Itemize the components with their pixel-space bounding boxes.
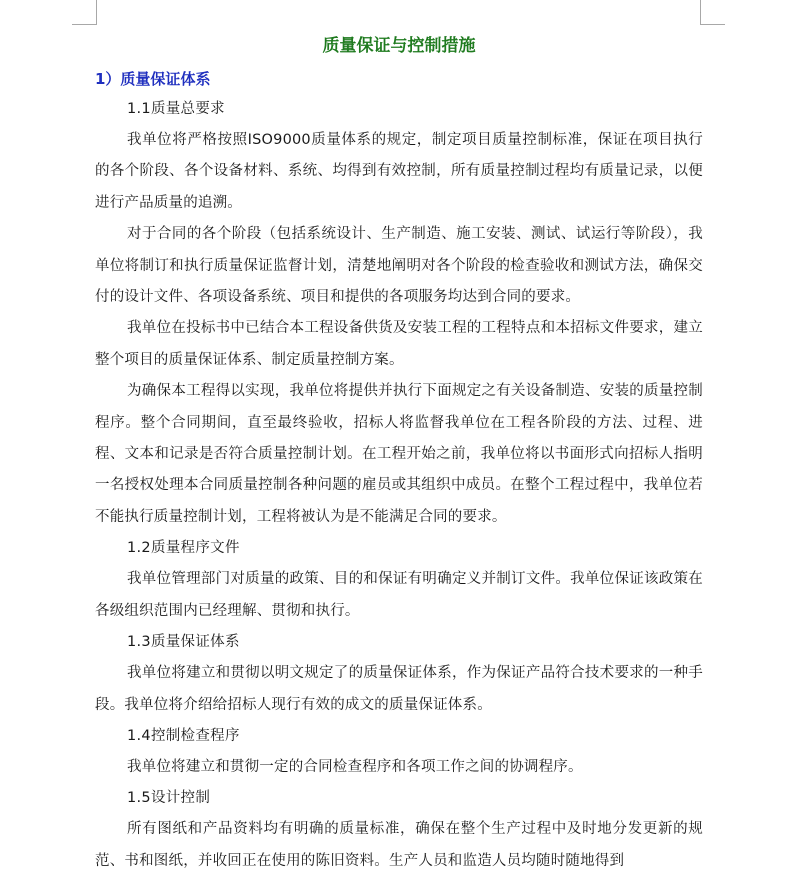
paragraph-7: 我单位将建立和贯彻一定的合同检查程序和各项工作之间的协调程序。 [127, 758, 583, 775]
paragraph-5: 我单位管理部门对质量的政策、目的和保证有明确定义并制订文件。我单位保证该政策在各级组织范围内已经理解、贯彻和执行。 [95, 571, 703, 619]
paragraph-3: 我单位在投标书中已结合本工程设备供货及安装工程的工程特点和本招标文件要求，建立整个项目的质量保证体系、制定质量控制方案。 [95, 320, 703, 368]
page-corner-mark-left [72, 0, 97, 25]
subheading-1-5: 1.5设计控制 [127, 790, 211, 807]
paragraph-8: 所有图纸和产品资料均有明确的质量标准，确保在整个生产过程中及时地分发更新的规范、书和图纸，并收回正在使用的陈旧资料。生产人员和监造人员均随时随地得到 [95, 821, 703, 869]
subheading-1-4: 1.4控制检查程序 [127, 727, 240, 744]
subheading-1-1: 1.1质量总要求 [127, 101, 225, 117]
section-heading-quality-system: 1）质量保证体系 [95, 70, 211, 88]
paragraph-1: 我单位将严格按照ISO9000质量体系的规定，制定项目质量控制标准，保证在项目执行的各个阶段、各个设备材料、系统、均得到有效控制，所有质量控制过程均有质量记录，以便进行产品质量的追溯。 [95, 132, 703, 211]
paragraph-4: 为确保本工程得以实现，我单位将提供并执行下面规定之有关设备制造、安装的质量控制程序。整个合同期间，直至最终验收，招标人将监督我单位在工程各阶段的方法、过程、进程、文本和记录是否符合质量控制计划。在工程开始之前，我单位将以书面形式向招标人指明一名授权处理本合同质量控制各种问题的雇员或其组织中成员。在整个工程过程中，我单位若不能执行质量控制计划，工程将被认为是不能满足合同的要求。 [95, 383, 703, 525]
subheading-1-2: 1.2质量程序文件 [127, 540, 240, 557]
subheading-1-3: 1.3质量保证体系 [127, 634, 240, 651]
paragraph-2: 对于合同的各个阶段（包括系统设计、生产制造、施工安装、测试、试运行等阶段），我单位将制订和执行质量保证监督计划，清楚地阐明对各个阶段的检查验收和测试方法，确保交付的设计文件、各项设备系统、项目和提供的各项服务均达到合同的要求。 [95, 226, 703, 306]
paragraph-6: 我单位将建立和贯彻以明文规定了的质量保证体系，作为保证产品符合技术要求的一种手段。我单位将介绍给招标人现行有效的成文的质量保证体系。 [95, 665, 703, 713]
page-corner-mark-right [700, 0, 725, 25]
document-title: 质量保证与控制措施 [322, 36, 476, 56]
document-body [95, 30, 703, 877]
